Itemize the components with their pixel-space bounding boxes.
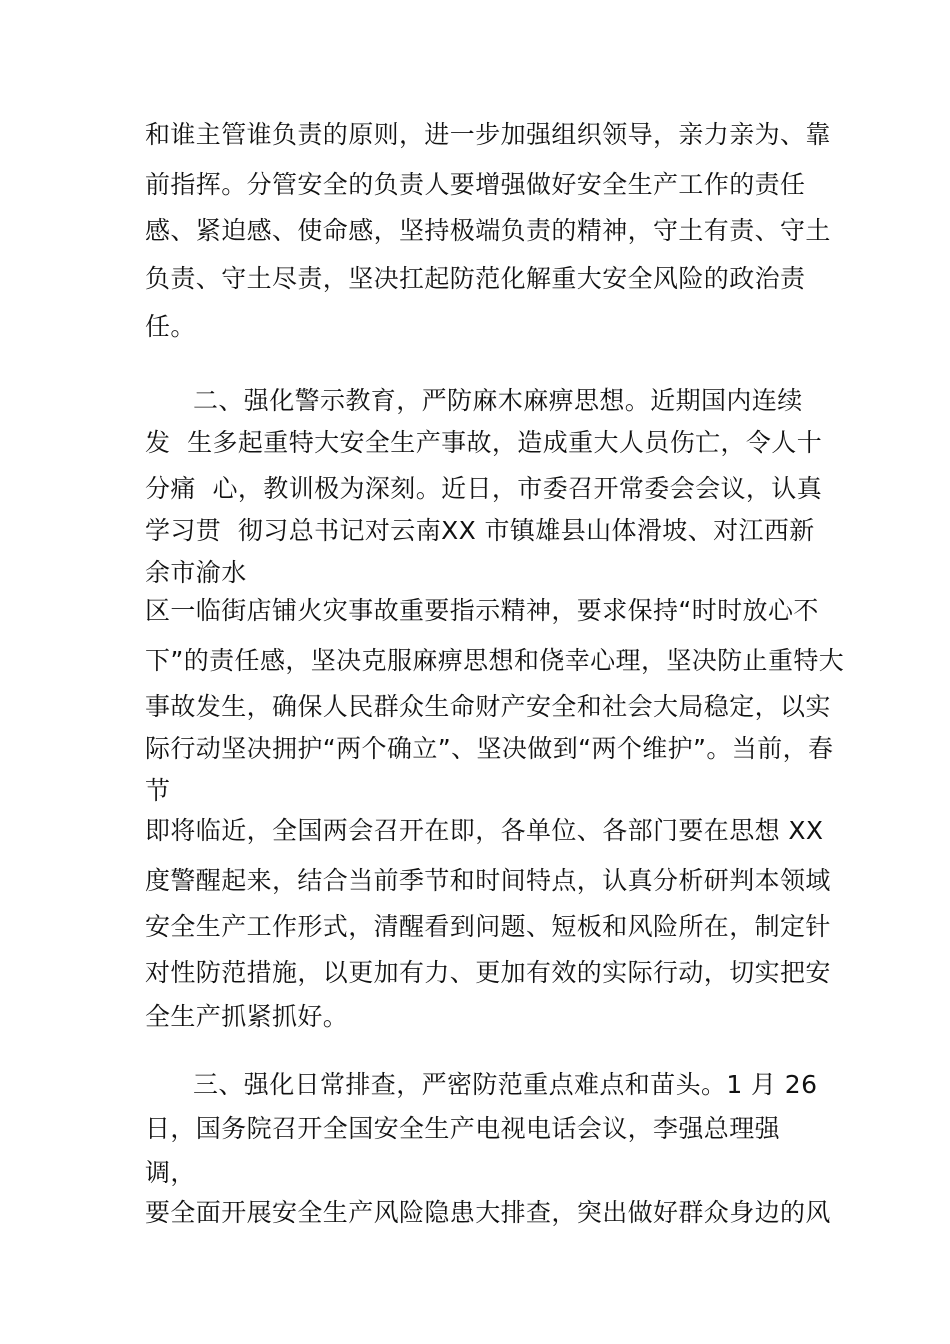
text-line: 分痛 心，教训极为深刻。近日，市委召开常委会会议，认真 [145,474,823,503]
text-line: 全生产抓紧抓好。 [145,1002,349,1031]
text-line: 际行动坚决拥护“两个确立”、坚决做到“两个维护”。当前，春 [145,734,834,763]
text-line: 前指挥。分管安全的负责人要增强做好安全生产工作的责任 [145,170,806,199]
text-line: 感、紧迫感、使命感，坚持极端负责的精神，守土有责、守土 [145,216,831,245]
text-line: 事故发生，确保人民群众生命财产安全和社会大局稳定，以实 [145,692,831,721]
text-line: 二、强化警示教育，严防麻木麻痹思想。近期国内连续 [193,386,803,415]
text-line: 区一临街店铺火灾事故重要指示精神，要求保持“时时放心不 [145,596,819,625]
text-line: 和谁主管谁负责的原则，进一步加强组织领导，亲力亲为、靠 [145,120,831,149]
text-line: 任。 [145,312,196,341]
text-line: 负责、守土尽责，坚决扛起防范化解重大安全风险的政治责 [145,264,806,293]
text-line: 安全生产工作形式，清醒看到问题、短板和风险所在，制定针 [145,912,831,941]
text-line: 要全面开展安全生产风险隐患大排查，突出做好群众身边的风 [145,1198,831,1227]
text-line: 即将临近，全国两会召开在即，各单位、各部门要在思想 XX [145,816,824,845]
text-line: 发 生多起重特大安全生产事故，造成重大人员伤亡，令人十 [145,428,823,457]
text-line: 余市渝水 [145,558,247,587]
text-line: 日，国务院召开全国安全生产电视电话会议，李强总理强 [145,1114,781,1143]
text-line: 调， [145,1158,196,1187]
text-line: 学习贯 彻习总书记对云南XX 市镇雄县山体滑坡、对江西新 [145,516,815,545]
text-line: 下”的责任感，坚决克服麻痹思想和侥幸心理，坚决防止重特大 [145,646,845,675]
text-line: 度警醒起来，结合当前季节和时间特点，认真分析研判本领域 [145,866,831,895]
text-line: 对性防范措施，以更加有力、更加有效的实际行动，切实把安 [145,958,831,987]
text-line: 三、强化日常排查，严密防范重点难点和苗头。1 月 26 [193,1070,818,1099]
text-line: 节 [145,776,171,805]
